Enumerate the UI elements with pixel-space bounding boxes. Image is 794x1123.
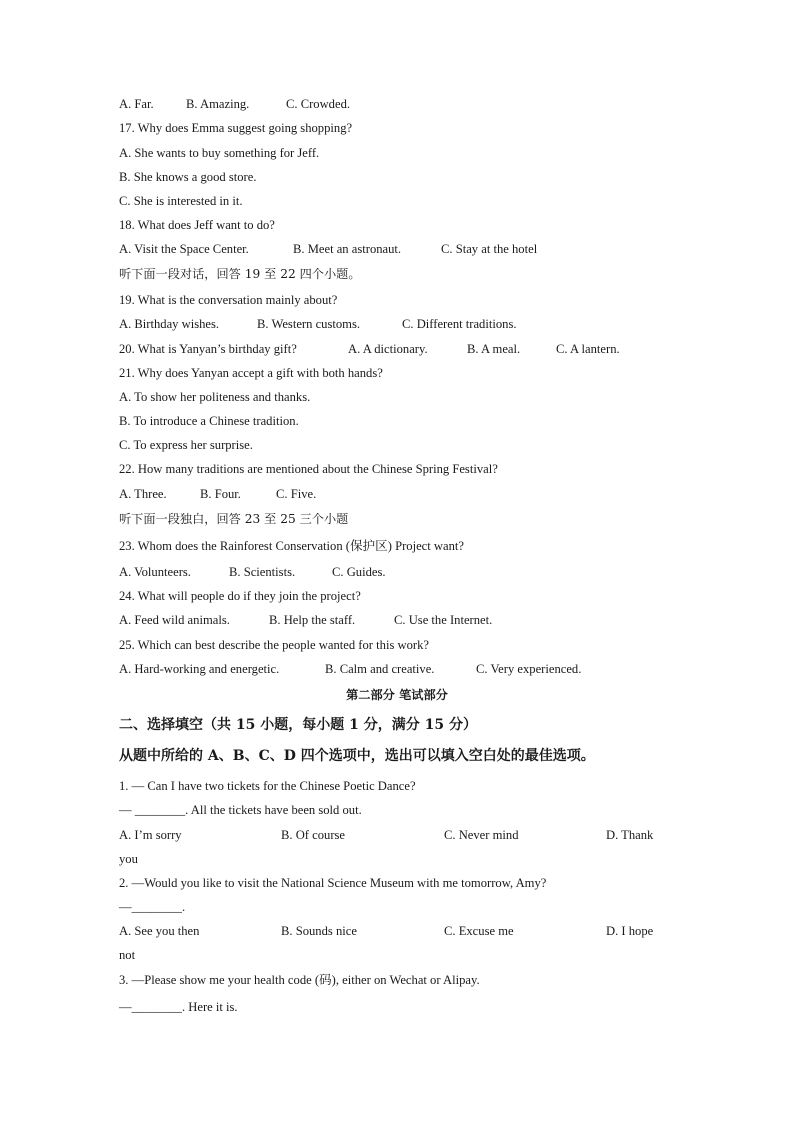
option-c: C. Different traditions. <box>402 317 517 331</box>
option-c: C. Crowded. <box>286 97 351 111</box>
option-21a: A. To show her politeness and thanks. <box>119 390 311 404</box>
option-a: A. Far. <box>119 97 154 111</box>
option-a: A. Hard-working and energetic. <box>119 662 280 676</box>
question-25: 25. Which can best describe the people wanted for this work? <box>119 638 429 652</box>
option-21b: B. To introduce a Chinese tradition. <box>119 414 299 428</box>
option-c: C. Use the Internet. <box>394 613 493 627</box>
option-d: D. Thank <box>606 828 654 842</box>
section-instruction-19-22: 听下面一段对话，回答 19 至 22 四个小题。 <box>119 267 361 281</box>
option-b: B. Of course <box>281 828 346 842</box>
question-21: 21. Why does Yanyan accept a gift with both hands? <box>119 366 383 380</box>
option-17b: B. She knows a good store. <box>119 170 257 184</box>
option-21c: C. To express her surprise. <box>119 438 253 452</box>
question-24: 24. What will people do if they join the project? <box>119 589 361 603</box>
option-a: A. Feed wild animals. <box>119 613 230 627</box>
question-3-reply: —________. Here it is. <box>119 1000 238 1014</box>
question-22: 22. How many traditions are mentioned about the Chinese Spring Festival? <box>119 462 498 476</box>
question-1: 1. — Can I have two tickets for the Chinese Poetic Dance? <box>119 779 416 793</box>
option-b: B. Calm and creative. <box>325 662 435 676</box>
option-a: A. A dictionary. <box>348 342 428 356</box>
option-b: B. Help the staff. <box>269 613 356 627</box>
option-a: A. Three. <box>119 487 167 501</box>
option-b: B. Four. <box>200 487 241 501</box>
section-two-heading: 二、选择填空（共 15 小题，每小题 1 分，满分 15 分） <box>119 717 477 733</box>
question-23: 23. Whom does the Rainforest Conservation (保护区) Project want? <box>119 539 464 553</box>
option-a: A. I’m sorry <box>119 828 182 842</box>
options-row-1-wrap: you <box>119 852 138 866</box>
options-row-2-wrap: not <box>119 948 136 962</box>
question-3: 3. —Please show me your health code (码), either on Wechat or Alipay. <box>119 973 480 987</box>
option-c: C. Stay at the hotel <box>441 242 538 256</box>
option-a: A. Visit the Space Center. <box>119 242 249 256</box>
question-19: 19. What is the conversation mainly about? <box>119 293 338 307</box>
option-c: C. Guides. <box>332 565 386 579</box>
question-1-reply: — ________. All the tickets have been sold out. <box>119 803 362 817</box>
section-two-instruction: 从题中所给的 A、B、C、D 四个选项中，选出可以填入空白处的最佳选项。 <box>119 748 595 764</box>
option-a: A. Volunteers. <box>119 565 191 579</box>
option-b: B. Scientists. <box>229 565 296 579</box>
question-20: 20. What is Yanyan’s birthday gift? <box>119 342 297 356</box>
option-a: A. See you then <box>119 924 200 938</box>
question-18: 18. What does Jeff want to do? <box>119 218 275 232</box>
question-2: 2. —Would you like to visit the National Science Museum with me tomorrow, Amy? <box>119 876 547 890</box>
option-b: B. Western customs. <box>257 317 360 331</box>
option-b: B. Amazing. <box>186 97 250 111</box>
option-17a: A. She wants to buy something for Jeff. <box>119 146 320 160</box>
option-c: C. Very experienced. <box>476 662 582 676</box>
option-b: B. A meal. <box>467 342 521 356</box>
option-c: C. Never mind <box>444 828 519 842</box>
option-b: B. Meet an astronaut. <box>293 242 402 256</box>
option-a: A. Birthday wishes. <box>119 317 220 331</box>
option-b: B. Sounds nice <box>281 924 357 938</box>
question-17: 17. Why does Emma suggest going shopping? <box>119 121 353 135</box>
option-c: C. A lantern. <box>556 342 620 356</box>
part-two-heading: 第二部分 笔试部分 <box>346 688 448 702</box>
question-2-reply: —________. <box>119 900 186 914</box>
section-instruction-23-25: 听下面一段独白，回答 23 至 25 三个小题 <box>119 512 349 526</box>
option-d: D. I hope <box>606 924 654 938</box>
option-c: C. Five. <box>276 487 317 501</box>
option-c: C. Excuse me <box>444 924 514 938</box>
option-17c: C. She is interested in it. <box>119 194 243 208</box>
